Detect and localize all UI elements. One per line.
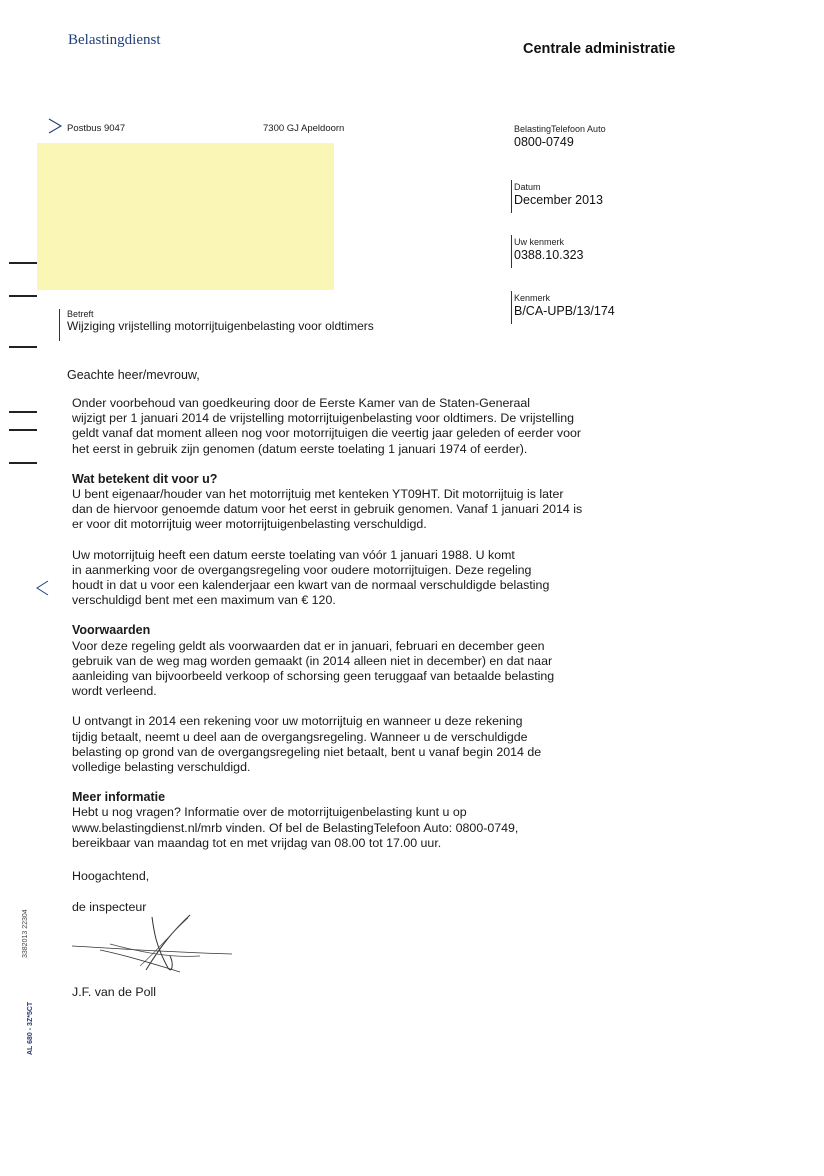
date-label: Datum: [514, 182, 541, 192]
paragraph-more-info: Hebt u nog vragen? Informatie over de motorrijtuigenbelasting kunt u op www.belastingdienst.nl/mrb vinden. Of bel de BelastingTelefoon Auto: 0800-0749, bereikbaar van maandag tot en met vrijdag van 08.00 tot 17.00 uur.: [72, 805, 519, 850]
subject-block: [67, 309, 374, 333]
reference-block: [514, 293, 615, 318]
date-value: December 2013: [514, 193, 603, 207]
department-title: Centrale administratie: [523, 41, 676, 57]
reference-rule: [511, 291, 512, 324]
fold-mark: [9, 429, 37, 431]
paragraph-vehicle: U bent eigenaar/houder van het motorrijtuig met kenteken YT09HT. Dit motorrijtuig is later dan de hiervoor genoemde datum voor het eerst in gebruik genomen. Vanaf 1 januari 2014 is er voor dit motorrijtuig weer motorrijtuigenbelasting verschuldigd.: [72, 487, 583, 532]
your-reference-label: Uw kenmerk: [514, 237, 565, 247]
phone-block: [514, 124, 606, 149]
subject-rule: [59, 309, 60, 341]
paragraph-intro: Onder voorbehoud van goedkeuring door de Eerste Kamer van de Staten-Generaal wijzigt per 1 januari 2014 de vrijstelling motorrijtuigenbelasting voor oldtimers. De vrijstelling geldt vanaf dat moment alleen nog voor motorrijtuigen die veertig jaar geleden of eerder voor het eerst in gebruik zijn genomen (datum eerste toelating 1 januari 1974 of eerder).: [72, 396, 582, 456]
salutation: Geachte heer/mevrouw,: [67, 368, 200, 382]
return-postbus: Postbus 9047: [67, 123, 126, 134]
date-rule: [511, 180, 512, 213]
handwritten-signature: [70, 912, 240, 978]
closing-greeting: Hoogachtend,: [72, 869, 150, 883]
chevron-right-icon: [47, 117, 63, 135]
phone-value: 0800-0749: [514, 135, 574, 149]
fold-mark: [9, 462, 37, 464]
paragraph-invoice: U ontvangt in 2014 een rekening voor uw motorrijtuig en wanneer u deze rekening tijdig betaalt, neemt u deel aan de overgangsregeling. Wanneer u de verschuldigde belasting op grond van de overgangsregeling niet betaalt, bent u vanaf begin 2014 de volledige belasting verschuldigd.: [72, 714, 542, 775]
letter-body: [72, 396, 632, 866]
fold-mark: [9, 411, 37, 413]
date-block: [514, 182, 603, 207]
heading-more-info: Meer informatie: [72, 790, 166, 805]
heading-conditions: Voorwaarden: [72, 623, 151, 638]
recipient-address-redaction: [37, 143, 334, 290]
closing-title: de inspecteur: [72, 900, 147, 914]
your-reference-rule: [511, 235, 512, 268]
signatory-name: J.F. van de Poll: [72, 985, 157, 999]
fold-mark: [9, 262, 37, 264]
phone-label: BelastingTelefoon Auto: [514, 124, 606, 134]
paragraph-conditions: Voor deze regeling geldt als voorwaarden dat er in januari, februari en december geen gebruik van de weg mag worden gemaakt (in 2014 alleen niet in december) en dat naar aanleiding van bijvoorbeeld verkoop of schorsing geen teruggaaf van betaalde belasting wordt verleend.: [72, 638, 555, 699]
return-postcode-city: 7300 GJ Apeldoorn: [263, 123, 345, 134]
subject-value: Wijziging vrijstelling motorrijtuigenbelasting voor oldtimers: [67, 319, 374, 333]
fold-mark: [9, 346, 37, 348]
reference-label: Kenmerk: [514, 293, 551, 303]
your-reference-block: [514, 237, 584, 262]
form-code: AL 680 - 3Z*5CT: [27, 1001, 34, 1055]
fold-mark: [9, 295, 37, 297]
chevron-left-icon: [34, 578, 50, 598]
margin-code: 3382013 22304: [22, 909, 29, 958]
belastingdienst-logo: Belastingdienst: [68, 32, 161, 48]
reference-value: B/CA-UPB/13/174: [514, 304, 615, 318]
your-reference-value: 0388.10.323: [514, 248, 584, 262]
heading-what-means: Wat betekent dit voor u?: [72, 471, 218, 486]
subject-label: Betreft: [67, 309, 94, 319]
paragraph-transition: Uw motorrijtuig heeft een datum eerste toelating van vóór 1 januari 1988. U komt in aanmerking voor de overgangsregeling voor oudere motorrijtuigen. Deze regeling houdt in dat u voor een kalenderjaar een kwart van de normaal verschuldigde belasting verschuldigd bent met een maximum van € 120.: [72, 547, 550, 608]
